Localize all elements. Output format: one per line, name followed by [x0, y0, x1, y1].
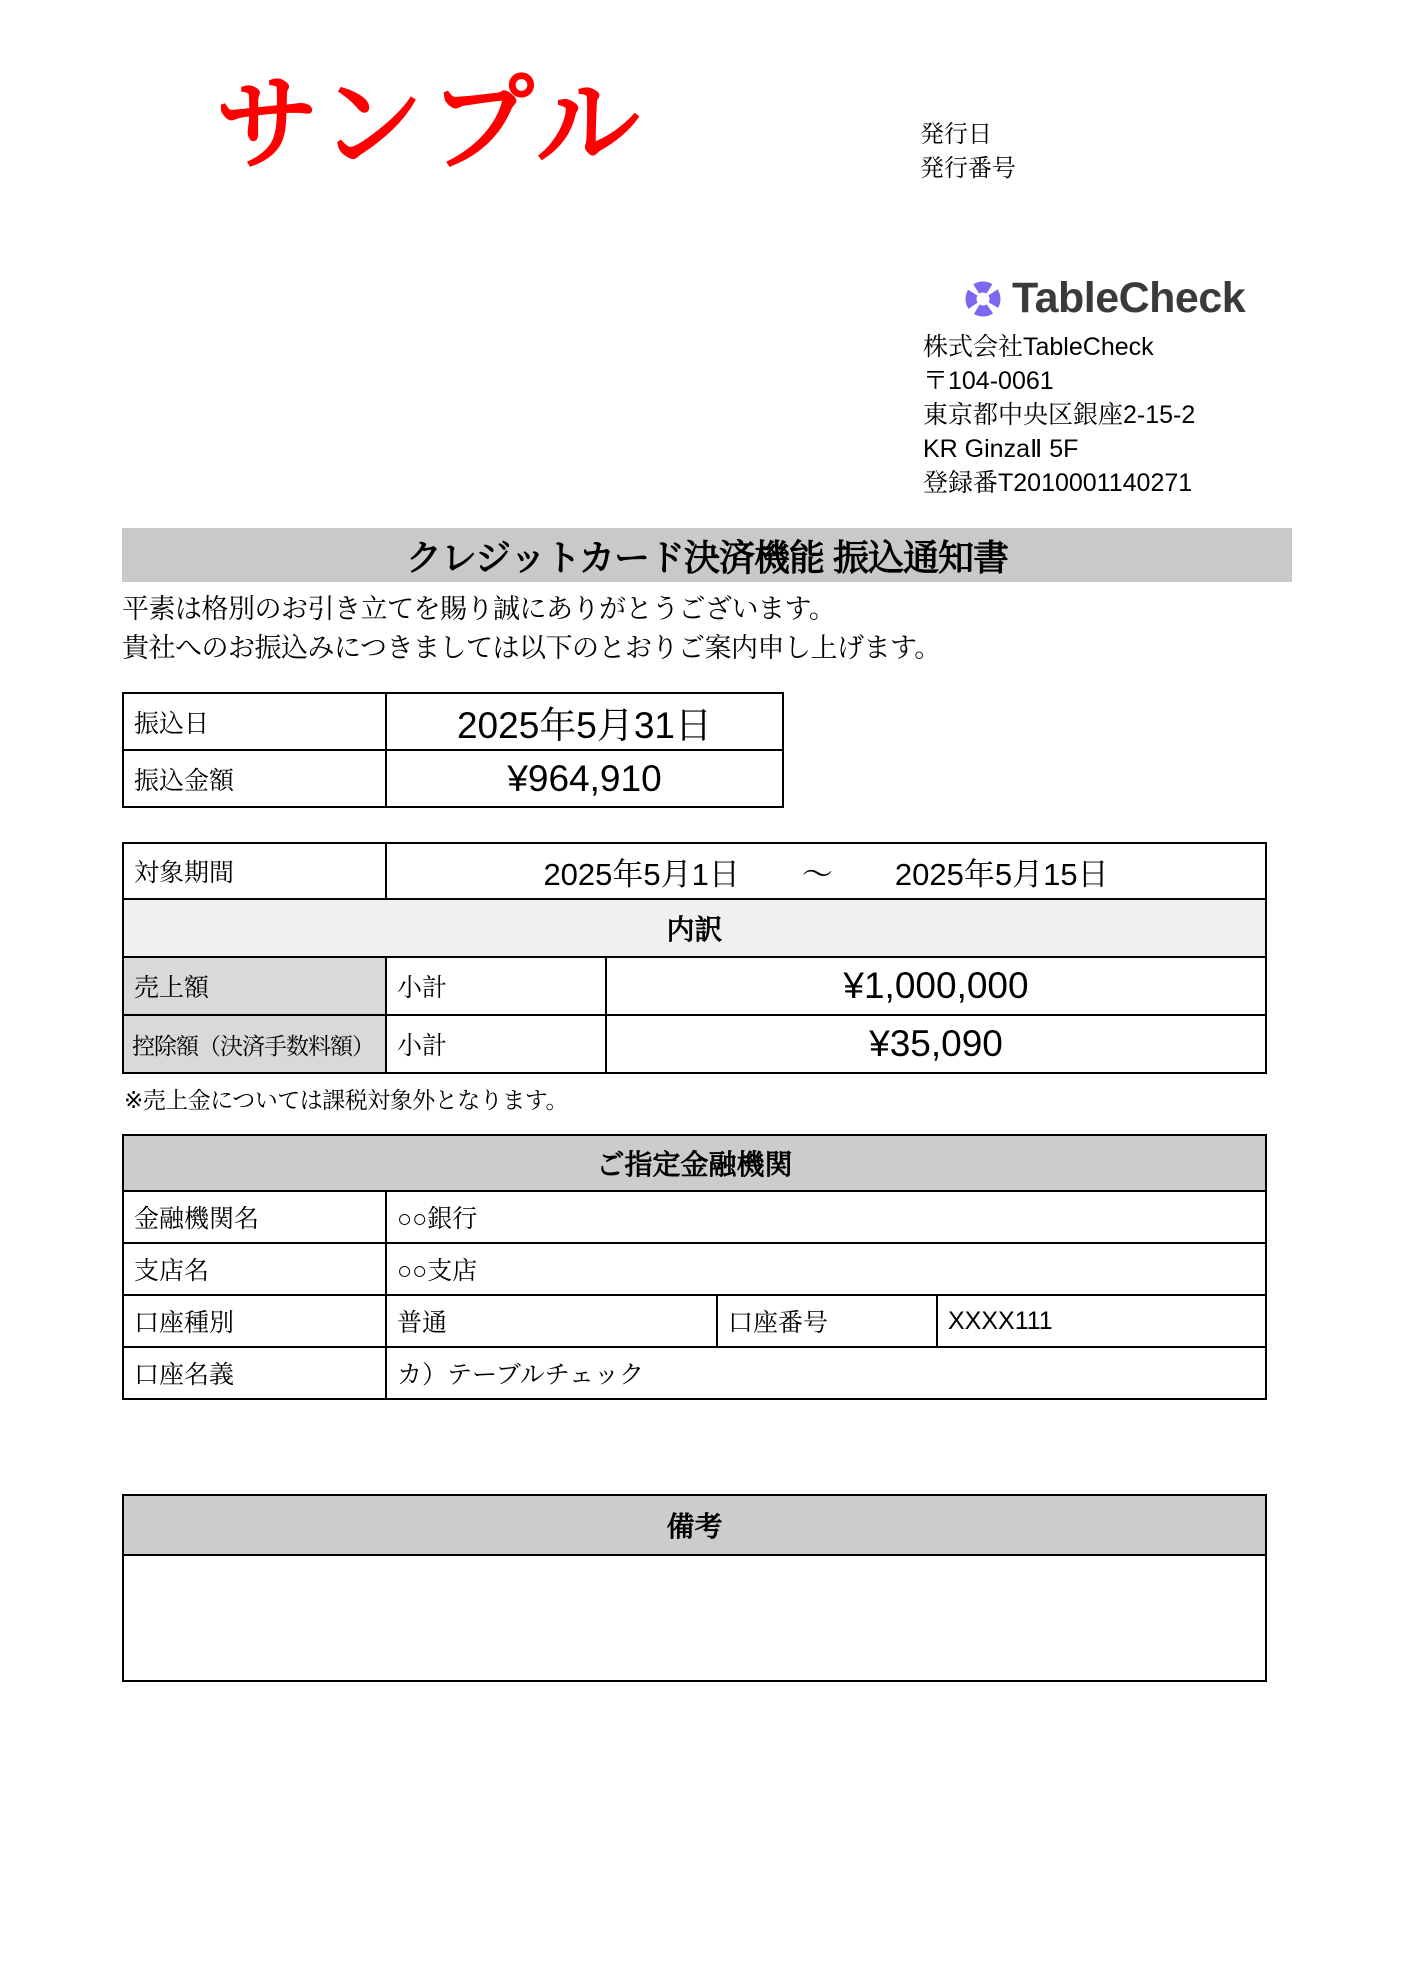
sales-label: 売上額 [123, 957, 386, 1015]
period-tilde: ～ [801, 856, 833, 892]
bank-table [122, 1134, 1267, 1400]
sales-subtotal-label: 小計 [386, 957, 606, 1015]
company-registration-number: 登録番T2010001140271 [923, 469, 1193, 497]
period-label: 対象期間 [123, 843, 386, 899]
period-from: 2025年5月1日 [543, 856, 740, 892]
holder-label: 口座名義 [123, 1347, 386, 1399]
sales-amount: ¥1,000,000 [606, 957, 1266, 1015]
brand-logo [963, 276, 1245, 320]
remarks-table [122, 1494, 1267, 1682]
remarks-content-row [123, 1555, 1266, 1681]
period-value-cell [386, 843, 1266, 899]
account-type-label: 口座種別 [123, 1295, 386, 1347]
sample-watermark: サンプル [215, 67, 646, 183]
transfer-date-value: 2025年5月31日 [386, 693, 783, 750]
document-title: クレジットカード決済機能 振込通知書 [405, 536, 1009, 578]
greeting-line-2: 貴社へのお振込みにつきましては以下のとおりご案内申し上げます。 [122, 633, 941, 663]
document-title-bar [122, 528, 1292, 582]
holder-row [123, 1347, 1266, 1399]
holder-value: カ）テーブルチェック [386, 1347, 1266, 1399]
tablecheck-logo-icon [963, 276, 1003, 320]
deduction-row [123, 1015, 1266, 1073]
greeting-line-1: 平素は格別のお引き立てを賜り誠にありがとうございます。 [122, 594, 836, 624]
company-building: KR GinzaⅡ 5F [923, 435, 1079, 463]
bank-header-row [123, 1135, 1266, 1191]
issue-date-label: 発行日 [920, 121, 992, 148]
tablecheck-wordmark: TableCheck [1012, 274, 1246, 322]
transfer-amount-row [123, 750, 783, 807]
branch-label: 支店名 [123, 1243, 386, 1295]
breakdown-header-row [123, 899, 1266, 957]
deduction-label: 控除額（決済手数料額） [123, 1015, 386, 1073]
period-row [123, 843, 1266, 899]
bank-name-label: 金融機関名 [123, 1191, 386, 1243]
sales-row [123, 957, 1266, 1015]
deduction-amount: ¥35,090 [606, 1015, 1266, 1073]
remarks-header-row [123, 1495, 1266, 1555]
remarks-header: 備考 [123, 1495, 1266, 1555]
account-type-row [123, 1295, 1266, 1347]
bank-name-row [123, 1191, 1266, 1243]
account-number-label: 口座番号 [717, 1295, 937, 1347]
transfer-date-row [123, 693, 783, 750]
account-number-value: XXXX111 [937, 1295, 1266, 1347]
transfer-amount-label: 振込金額 [123, 750, 386, 807]
tax-note: ※売上金については課税対象外となります。 [124, 1087, 568, 1113]
period-to: 2025年5月15日 [894, 856, 1109, 892]
bank-table-header: ご指定金融機関 [123, 1135, 1266, 1191]
branch-row [123, 1243, 1266, 1295]
branch-value: ○○支店 [386, 1243, 1266, 1295]
account-type-value: 普通 [386, 1295, 717, 1347]
issue-info [920, 118, 1016, 186]
deduction-subtotal-label: 小計 [386, 1015, 606, 1073]
bank-name-value: ○○銀行 [386, 1191, 1266, 1243]
breakdown-table [122, 842, 1267, 1074]
breakdown-header: 内訳 [123, 899, 1266, 957]
remarks-content [123, 1555, 1266, 1681]
company-address: 東京都中央区銀座2-15-2 [923, 401, 1196, 429]
transfer-amount-value: ¥964,910 [386, 750, 783, 807]
transfer-date-label: 振込日 [123, 693, 386, 750]
issue-number-label: 発行番号 [920, 155, 1016, 182]
company-postal-code: 〒104-0061 [923, 367, 1054, 395]
greeting-text [122, 590, 941, 668]
transfer-summary-table [122, 692, 784, 808]
company-name: 株式会社TableCheck [923, 333, 1154, 361]
company-info [923, 330, 1195, 500]
